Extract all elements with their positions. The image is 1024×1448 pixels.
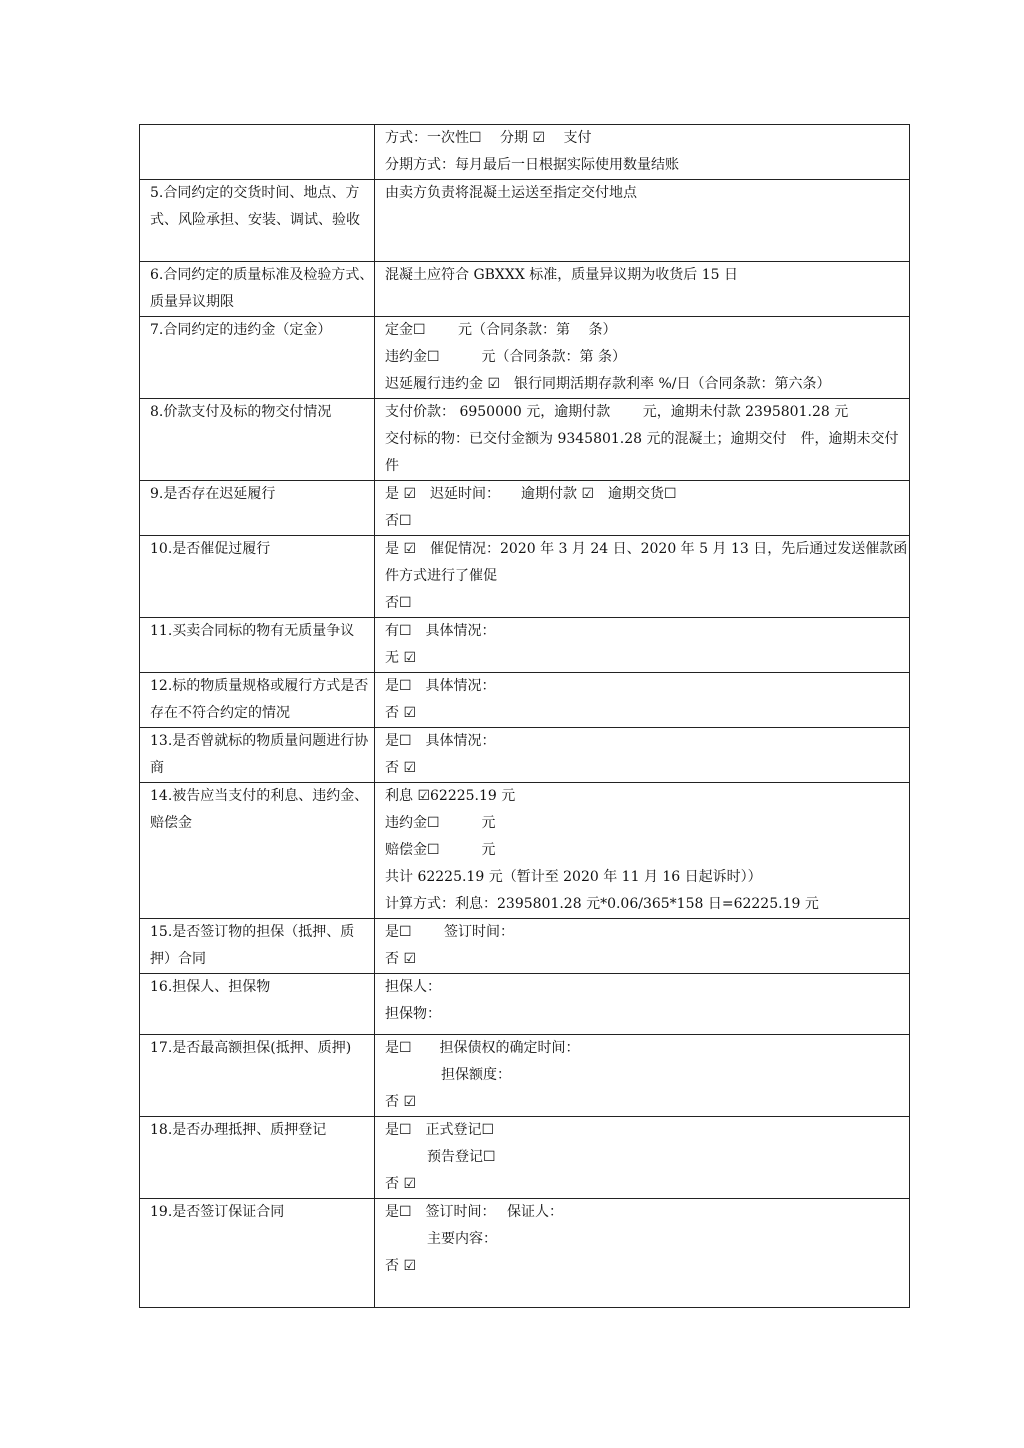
table-row [140,974,910,1035]
table-row [140,728,910,783]
row-content: 是 ☑ 催促情况：2020 年 3 月 24 日、2020 年 5 月 13 日，先后通过发送催款函件方式进行了催促 否☐ [375,536,910,618]
row-content: 是☐ 正式登记☐ 预告登记☐ 否 ☑ [375,1117,910,1199]
table-row [140,919,910,974]
row-content: 是☐ 签订时间： 否 ☑ [375,919,910,974]
row-label: 10.是否催促过履行 [140,536,375,618]
row-content: 是☐ 具体情况： 否 ☑ [375,728,910,783]
row-label: 19.是否签订保证合同 [140,1199,375,1308]
table-row [140,1035,910,1117]
table-row [140,618,910,673]
row-content: 是☐ 签订时间： 保证人： 主要内容： 否 ☑ [375,1199,910,1308]
row-content: 混凝土应符合 GBXXX 标准，质量异议期为收货后 15 日 [375,262,910,317]
table-row [140,125,910,180]
row-content: 由卖方负责将混凝土运送至指定交付地点 [375,180,910,262]
row-content: 是 ☑ 迟延时间： 逾期付款 ☑ 逾期交货☐ 否☐ [375,481,910,536]
row-label: 8.价款支付及标的物交付情况 [140,399,375,481]
row-label: 5.合同约定的交货时间、地点、方式、风险承担、安装、调试、验收 [140,180,375,262]
row-content: 担保人： 担保物： [375,974,910,1035]
installment-method-line: 分期方式：每月最后一日根据实际使用数量结账 [385,157,679,173]
row-content: 定金☐ 元（合同条款：第 条） 违约金☐ 元（合同条款：第 条） 迟延履行违约金 ☑ 银行同期活期存款利率 %/日（合同条款：第六条） [375,317,910,399]
row-content: 是☐ 担保债权的确定时间： 担保额度： 否 ☑ [375,1035,910,1117]
row-content [375,125,910,180]
row-label: 9.是否存在迟延履行 [140,481,375,536]
row-label: 15.是否签订物的担保（抵押、质押）合同 [140,919,375,974]
row-label: 17.是否最高额担保(抵押、质押) [140,1035,375,1117]
table-row [140,399,910,481]
table-row [140,317,910,399]
row-label: 16.担保人、担保物 [140,974,375,1035]
row-label: 18.是否办理抵押、质押登记 [140,1117,375,1199]
table-row [140,783,910,919]
table-row [140,673,910,728]
row-label: 6.合同约定的质量标准及检验方式、质量异议期限 [140,262,375,317]
row-label: 14.被告应当支付的利息、违约金、赔偿金 [140,783,375,919]
table-row [140,536,910,618]
row-content: 支付价款： 6950000 元，逾期付款 元，逾期未付款 2395801.28 元 交付标的物：已交付金额为 9345801.28 元的混凝土；逾期交付 件，逾期未交付 件 [375,399,910,481]
row-content: 是☐ 具体情况： 否 ☑ [375,673,910,728]
row-label [140,125,375,180]
row-label: 11.买卖合同标的物有无质量争议 [140,618,375,673]
row-label: 12.标的物质量规格或履行方式是否存在不符合约定的情况 [140,673,375,728]
form-table [139,124,913,1308]
table-row [140,1199,910,1308]
table-row [140,481,910,536]
row-label: 13.是否曾就标的物质量问题进行协商 [140,728,375,783]
row-label: 7.合同约定的违约金（定金） [140,317,375,399]
payment-method-line: 方式：一次性☐ 分期 ☑ 支付 [385,130,592,146]
row-content: 有☐ 具体情况： 无 ☑ [375,618,910,673]
table-row [140,1117,910,1199]
table-row [140,262,910,317]
table-row [140,180,910,262]
row-content: 利息 ☑62225.19 元 违约金☐ 元 赔偿金☐ 元 共计 62225.19 元（暂计至 2020 年 11 月 16 日起诉时）） 计算方式：利息：2395801.28 元*0.06/365*158 日=62225.19 元 [375,783,910,919]
